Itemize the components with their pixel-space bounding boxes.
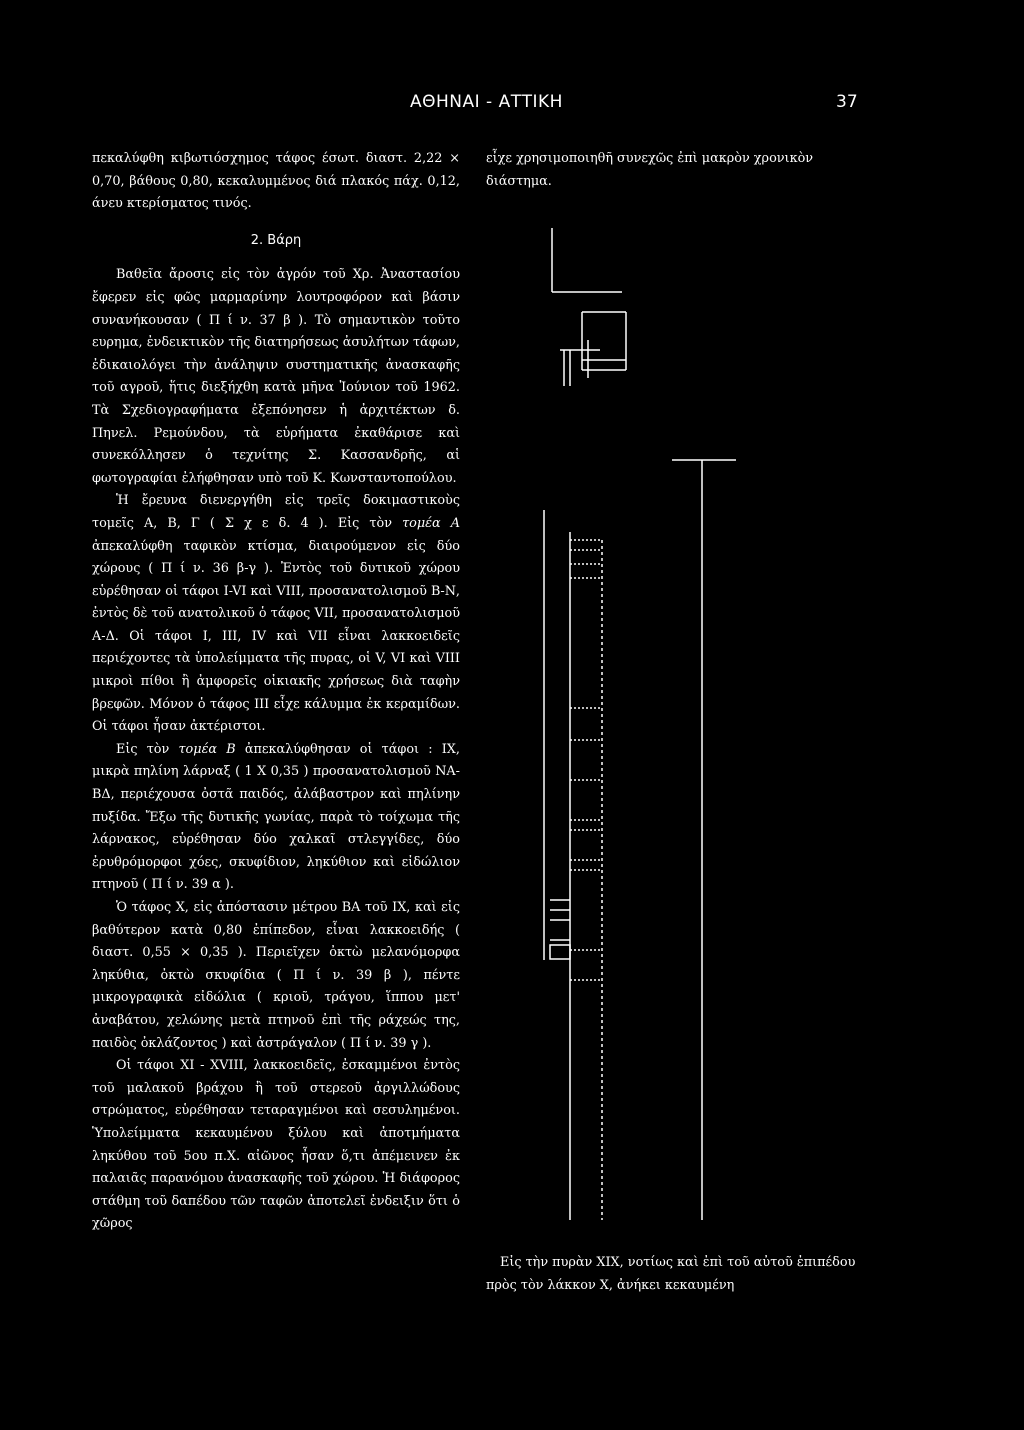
paragraph-text: Ἡ ἔρευνα διενεργήθη εἰς τρεῖς δοκιμαστικοὺς τομεῖς Α, Β, Γ ( Σ χ ε δ. 4 ). Εἰς τὸν (92, 493, 460, 531)
section-heading: 2. Βάρη (250, 232, 302, 248)
paragraph-text: Εἰς τὸν (116, 741, 179, 757)
paragraph: Εἰς τὴν πυρὰν XIX, νοτίως καὶ ἐπὶ τοῦ αὐτοῦ ἐπιπέδου πρὸς τὸν λάκκον Χ, ἀνήκει κεκαυμένη (486, 1255, 856, 1293)
emphasis: τομέα Α (402, 515, 460, 531)
paragraph: Οἱ τάφοι XI - XVIII, λακκοειδεῖς, ἐσκαμμένοι ἐντὸς τοῦ μαλακοῦ βράχου ἢ τοῦ στερεοῦ ἀργιλλώδους στρώματος, εὑρέθησαν τεταραγμένοι καὶ σεσυλημένοι. Ὑπολείμματα κεκαυμένου ξύλου καὶ ἀποτμήματα ληκύθου τοῦ 5ου π.Χ. αἰῶνος ἦσαν ὅ,τι ἀπέμεινεν ἐκ παλαιᾶς παρανόμου ἀνασκαφῆς τοῦ χώρου. Ἡ διάφορος στάθμη τοῦ δαπέδου τῶν ταφῶν ἀποτελεῖ ἐνδειξιν ὅτι ὁ χῶρος (92, 1058, 460, 1232)
excavation-plan-drawing (530, 220, 750, 1230)
paragraph: εἶχε χρησιμοποιηθῆ συνεχῶς ἐπὶ μακρὸν χρονικὸν διάστημα. (486, 151, 814, 189)
left-column (92, 148, 460, 1236)
paragraph: πεκαλύφθη κιβωτιόσχημος τάφος έσωτ. διαστ. 2,22 × 0,70, βάθους 0,80, κεκαλυμμένος διά πλακός πάχ. 0,12, άνευ κτερίσματος τινός. (92, 151, 460, 212)
paragraph (92, 490, 460, 739)
right-column-bottom (486, 1252, 866, 1297)
running-title: ΑΘΗΝΑΙ - ΑΤΤΙΚΗ (410, 92, 563, 112)
emphasis: τομέα Β (178, 741, 236, 757)
page-header (0, 92, 1024, 122)
paragraph (92, 739, 460, 897)
paragraph-text: ἀπεκαλύφθη ταφικὸν κτίσμα, διαιρούμενον εἰς δύο χώρους ( Π ί ν. 36 β-γ ). Ἐντὸς τοῦ δυτικοῦ χώρου εὑρέθησαν οἱ τάφοι I-VI καὶ VIII, προσανατολισμοῦ Β-Ν, ἐντὸς δὲ τοῦ ανατολικοῦ ὁ τάφος VII, προσανατολισμοῦ Α-Δ. Οἱ τάφοι I, III, IV καὶ VII εἶναι λακκοειδεῖς περιέχοντες τὰ ὑπολείμματα τῆς πυρας, οἱ V, VI καὶ VIII μικροὶ πίθοι ἢ ἀμφορεῖς οἰκιακῆς χρήσεως διὰ ταφὴν βρεφῶν. Μόνον ὁ τάφος III εἶχε κάλυμμα ἐκ κεραμίδων. Οἱ τάφοι ἦσαν ἀκτέριστοι. (92, 538, 460, 735)
right-column-top (486, 148, 866, 193)
paragraph: Βαθεῖα ἄροσις εἰς τὸν ἀγρόν τοῦ Χρ. Ἀναστασίου ἔφερεν εἰς φῶς μαρμαρίνην λουτροφόρον καὶ βάσιν συνανήκουσαν ( Π ί ν. 37 β ). Τὸ σημαντικὸν τοῦτο ευρημα, ἐνδεικτικὸν τῆς διατηρήσεως ἀσυλήτων τάφων, ἐδικαιολόγει τὴν ἀνάληψιν συστηματικῆς ἀνασκαφῆς τοῦ αγροῦ, ἥτις διεξήχθη κατὰ μῆνα Ἰούνιον τοῦ 1962. Τὰ Σχεδιογραφήματα ἐξεπόνησεν ἡ ἀρχιτέκτων δ. Πηνελ. Ρεμούνδου, τὰ εὑρήματα ἐκαθάρισε καὶ συνεκόλλησεν ὁ τεχνίτης Σ. Κασσανδρῆς, αἱ φωτογραφίαι ἐλήφθησαν υπὸ τοῦ Κ. Κωνσταντοπούλου. (92, 267, 460, 486)
paragraph: Ὁ τάφος Χ, εἰς ἀπόστασιν μέτρου ΒΑ τοῦ IX, καὶ εἰς βαθύτερον κατὰ 0,80 ἐπίπεδον, εἶναι λακκοειδής ( διαστ. 0,55 × 0,35 ). Περιεῖχεν ὀκτὼ μελανόμορφα ληκύθια, ὀκτὼ σκυφίδια ( Π ί ν. 39 β ), πέντε μικρογραφικὰ εἰδώλια ( κριοῦ, τράγου, ἵππου μετ' ἀναβάτου, χελώνης μετὰ πτηνοῦ ἐπὶ τῆς ράχεώς της, παιδὸς ὀκλάζοντος ) καὶ ἀστράγαλον ( Π ί ν. 39 γ ). (92, 900, 460, 1051)
page-number: 37 (836, 92, 858, 112)
paragraph-text: ἀπεκαλύφθησαν οἱ τάφοι : IX, μικρὰ πηλίνη λάρναξ ( 1 X 0,35 ) προσανατολισμοῦ ΝΑ-ΒΔ, περιέχουσα ὀστᾶ παιδός, ἀλάβαστρον καὶ πηλίνην πυξίδα. Ἔξω τῆς δυτικῆς γωνίας, παρὰ τὸ τοίχωμα τῆς λάρνακος, εὑρέθησαν δύο χαλκαῖ στλεγγίδες, δύο ἐρυθρόμορφοι χόες, σκυφίδιον, ληκύθιον καὶ εἰδώλιον πτηνοῦ ( Π ί ν. 39 α ). (92, 741, 460, 893)
